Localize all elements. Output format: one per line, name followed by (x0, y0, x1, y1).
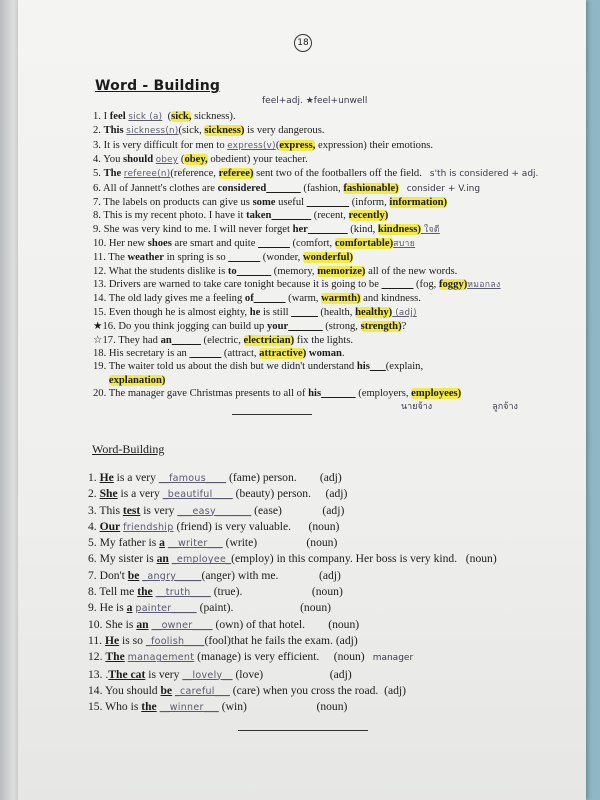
item-text: 6. All of Jannett's clothes are (93, 182, 218, 194)
item-text: (beauty) person. (adj) (232, 487, 348, 501)
underlined-word: He (99, 471, 114, 484)
bold-word: woman (306, 347, 342, 359)
exercise-item (93, 374, 538, 387)
item-text: 1. (88, 471, 100, 484)
highlighted-answer: sick, (171, 111, 192, 122)
highlighted-answer: explanation) (108, 374, 166, 386)
item-text: 1. I (93, 111, 110, 122)
bold-word: weather (127, 252, 164, 264)
item-text: 2. (93, 125, 104, 137)
item-text: 3. This (88, 503, 123, 517)
item-text: (write) (noun) (222, 536, 338, 550)
item-text: (manage) is very efficient. (noun) (194, 650, 365, 664)
bold-word: some (252, 197, 276, 209)
item-text: 11. The (93, 252, 128, 264)
handwritten-answer: _angry_____ (142, 570, 202, 582)
bold-word: This (103, 125, 127, 137)
exercise-item (88, 649, 497, 666)
item-text: is still (260, 306, 292, 318)
item-text: (explain, (385, 361, 424, 373)
item-text: 11. (88, 633, 105, 647)
item-text: 12. (88, 650, 106, 664)
answer-blank: ______ (288, 321, 323, 333)
highlighted-answer: employees) (411, 387, 462, 399)
handwritten-answer: sick (a) (128, 112, 163, 122)
exercise-item (93, 124, 538, 138)
handwritten-answer: __lovely__ (182, 669, 233, 681)
answer-blank: _______ (307, 223, 348, 235)
highlighted-answer: attractive) (259, 347, 307, 359)
handwritten-answer: referee(n) (123, 169, 171, 180)
handwritten-note: feel+adj. ★feel+unwell (262, 96, 368, 106)
answer-blank: ______ (236, 265, 272, 277)
highlighted-answer: fashionable) (343, 182, 399, 194)
exercise-item (88, 519, 497, 535)
highlighted-answer: electrician) (243, 334, 295, 346)
handwritten-answer: obey (155, 155, 179, 166)
item-text: (fog, (413, 279, 439, 291)
item-text: fix the lights. (294, 334, 353, 346)
item-text: (reference, (170, 168, 219, 180)
item-text: and kindness. (360, 293, 421, 305)
handwritten-answer: ___easy_______ (177, 505, 252, 517)
exercise-item (88, 584, 497, 600)
item-text: in spring is so (163, 252, 229, 264)
item-text: (wonder, (260, 252, 303, 264)
underlined-word: The (105, 650, 125, 664)
item-text: (inform, (349, 197, 390, 209)
answer-blank: ______ (228, 252, 261, 264)
highlighted-answer: express, (279, 139, 316, 151)
handwritten-note: ลูกจ้าง (492, 402, 518, 413)
handwritten-answer: _employee_ (171, 554, 232, 566)
exercise-item (93, 153, 538, 167)
exercise-item (88, 470, 497, 486)
highlighted-answer: wonderful) (302, 252, 354, 264)
underlined-word: the (141, 700, 157, 714)
item-text: 20. The manager gave Christmas presents to all of (93, 387, 309, 399)
bold-word: of (244, 293, 254, 305)
highlighted-answer: sickness) (204, 125, 245, 137)
bold-word: he (249, 306, 261, 318)
item-text: 2. (88, 487, 100, 501)
underlined-word: a (126, 601, 133, 615)
exercise-item (93, 320, 538, 333)
handwritten-answer: หมอกลง (467, 280, 501, 291)
answer-blank: ________ (306, 197, 350, 209)
item-text: 10. Her new (93, 238, 148, 250)
item-text: sickness). (191, 111, 236, 122)
item-text: (employers, (355, 387, 412, 399)
answer-blank: _____ (291, 306, 318, 318)
handwritten-answer: painter_____ (135, 603, 197, 615)
answer-blank: _______ (271, 210, 312, 222)
item-text: expression) their emotions. (315, 139, 434, 151)
exercise-item (88, 503, 497, 519)
section2-title: Word-Building (92, 442, 165, 456)
item-text: 5. (93, 168, 104, 180)
exercise-item (93, 167, 538, 181)
item-text: (care) when you cross the road. (adj) (229, 683, 406, 697)
highlighted-answer: healthy) (355, 306, 393, 318)
handwritten-note: s'th is considered + adj. (429, 169, 539, 180)
item-text: (attract, (221, 347, 260, 359)
exercise-item (93, 306, 538, 320)
item-text: (memory, (271, 265, 318, 277)
item-text (93, 375, 109, 386)
handwritten-note: นายจ้าง (401, 402, 433, 413)
item-text: ( (162, 111, 172, 122)
handwritten-answer: _foolish____ (145, 635, 205, 647)
item-text: (electric, (200, 334, 244, 346)
bold-word: feel (109, 111, 129, 122)
item-text: (true). (noun) (210, 585, 343, 599)
bold-word: taken (246, 210, 272, 222)
handwritten-answer: express(v) (227, 140, 276, 151)
bold-word: his (356, 361, 370, 373)
highlighted-answer: memorize) (317, 265, 366, 277)
item-text: ☆17. They had (93, 334, 161, 346)
handwritten-notes-line (93, 400, 538, 414)
highlighted-answer: information) (389, 197, 448, 209)
exercise-item (93, 278, 538, 292)
item-text: 14. You should (88, 683, 161, 697)
handwritten-note: manager (372, 653, 414, 664)
answer-blank: ______ (189, 347, 222, 359)
exercise-item (93, 360, 538, 373)
item-text: obedient) your teacher. (207, 154, 308, 166)
exercise-item (93, 292, 538, 305)
item-text: (employ) in this company. Her boss is very kind. (noun) (231, 552, 497, 566)
item-text: 8. This is my recent photo. I have it (93, 210, 247, 222)
item-text: (kind, (347, 223, 378, 235)
item-text: (strong, (322, 321, 361, 333)
item-text: 15. Who is (88, 700, 142, 714)
underlined-word: an (156, 552, 169, 566)
exercise-item (93, 209, 538, 222)
item-text: (own) of that hotel. (noun) (212, 617, 360, 631)
item-text: is very dangerous. (244, 125, 325, 137)
item-text: is a very (113, 471, 159, 484)
item-text: ★16. Do you think jogging can build up (93, 321, 267, 333)
item-text: 6. My sister is (88, 552, 157, 566)
answer-blank: ___ (369, 361, 386, 373)
item-text: 18. His secretary is an (93, 347, 190, 359)
exercise-item (88, 535, 497, 551)
item-text: useful (275, 197, 307, 209)
exercise-item (93, 182, 538, 196)
underlined-word: The cat (108, 667, 146, 681)
underlined-word: Our (99, 519, 121, 533)
underlined-word: test (122, 503, 141, 517)
highlighted-answer: comfortable) (334, 238, 394, 250)
item-text: (comfort, (289, 238, 335, 250)
handwritten-answer: _beautiful____ (162, 489, 233, 501)
bold-word: his (308, 387, 322, 399)
handwritten-answer: _careful___ (174, 685, 230, 697)
item-text: is very (140, 503, 178, 517)
item-text: 7. Don't (88, 568, 128, 582)
item-text: (warm, (285, 293, 322, 305)
handwritten-answer: __famous____ (158, 473, 227, 484)
bold-word: an (160, 334, 172, 346)
item-text: 7. The labels on products can give us (93, 197, 253, 209)
bold-word: shoes (147, 238, 172, 250)
handwritten-note: consider + V.ing (406, 183, 481, 194)
item-text: ( (178, 154, 185, 166)
exercise-item (93, 265, 538, 278)
page-number: 18 (294, 34, 312, 52)
exercise-item (93, 251, 538, 264)
item-text: 10. She is (88, 617, 137, 631)
exercise-item (93, 223, 538, 237)
item-text: (health, (317, 306, 356, 318)
handwritten-answer: (adj) (392, 307, 417, 318)
item-text: (fame) person. (adj) (226, 471, 342, 484)
item-text: (friend) is very valuable. (noun) (173, 519, 340, 533)
section1-exercise-list (93, 110, 538, 415)
exercise-item (93, 110, 538, 124)
highlighted-answer: referee) (218, 168, 254, 180)
item-text: (sick, (178, 125, 205, 137)
handwritten-answer: __writer___ (167, 538, 223, 550)
bold-word: her (292, 223, 308, 235)
item-text: 4. You (93, 154, 124, 166)
exercise-item (93, 196, 538, 209)
exercise-item (88, 699, 497, 715)
handwritten-answer: สบาย (393, 239, 416, 250)
item-text: 13. . (88, 667, 109, 681)
highlighted-answer: warmth) (321, 293, 361, 305)
item-text: 12. What the students dislike is (93, 265, 228, 277)
underlined-word: an (136, 617, 149, 631)
bold-word: considered (217, 182, 267, 194)
item-text: 19. The waiter told us about the dish but we didn't understand (93, 361, 357, 373)
item-text: (ease) (adj) (251, 503, 345, 517)
item-text: (fashion, (300, 182, 344, 194)
handwritten-answer: sickness(n) (126, 126, 179, 137)
highlighted-answer: strength) (360, 321, 402, 333)
handwritten-answer: management (127, 652, 195, 664)
item-text: (paint). (noun) (196, 601, 331, 615)
item-text: (love) (adj) (232, 667, 352, 681)
item-text: is very (145, 667, 183, 681)
item-text: are smart and quite (171, 238, 259, 250)
exercise-item (93, 237, 538, 251)
handwritten-answer: friendship (123, 521, 174, 533)
bold-word: should (123, 154, 156, 166)
divider-line (232, 414, 312, 415)
highlighted-answer: foggy) (438, 279, 468, 291)
exercise-item (88, 683, 497, 699)
answer-blank: ______ (266, 182, 301, 194)
exercise-item (93, 334, 538, 347)
item-text: all of the new words. (365, 265, 458, 277)
item-text: 9. She was very kind to me. I will never forget (93, 223, 293, 235)
highlighted-answer: obey, (184, 154, 208, 166)
exercise-item (88, 617, 497, 633)
item-text: 15. Even though he is almost eighty, (93, 306, 250, 318)
exercise-item (88, 568, 497, 584)
answer-blank: _____ (171, 334, 201, 346)
exercise-item (88, 600, 497, 616)
underlined-word: the (137, 585, 153, 599)
highlighted-answer: kindness) (377, 223, 421, 235)
item-text: 3. It is very difficult for men to (93, 139, 228, 151)
item-text: is so (119, 633, 146, 647)
section1-title: Word - Building (95, 78, 221, 94)
underlined-word: be (160, 683, 173, 697)
answer-blank: ______ (258, 238, 290, 250)
item-text: sent two of the footballers off the field. (253, 168, 422, 180)
exercise-item (93, 139, 538, 153)
item-text: (anger) with me. (adj) (201, 568, 341, 582)
exercise-item (93, 387, 538, 400)
answer-blank: ______ (321, 387, 356, 399)
item-text: 14. The old lady gives me a feeling (93, 293, 245, 305)
answer-blank: ______ (381, 279, 414, 291)
bold-word: The (103, 168, 124, 180)
item-text: 8. Tell me (88, 585, 138, 599)
bold-word: your (267, 321, 289, 333)
answer-blank: ______ (253, 293, 286, 305)
item-text: (fool)that he fails the exam. (adj) (204, 633, 358, 647)
handwritten-answer: __truth____ (155, 587, 211, 599)
exercise-item (88, 633, 497, 649)
item-text: is a very (117, 487, 163, 501)
highlighted-answer: recently) (348, 210, 389, 222)
handwritten-answer: __owner____ (151, 619, 213, 631)
section2-exercise-list (88, 470, 497, 715)
divider-line (238, 730, 368, 731)
item-text: ? (401, 321, 407, 333)
item-text: (win) (noun) (218, 700, 348, 714)
item-text: 13. Drivers are warned to take care tonight because it is going to be (93, 279, 382, 291)
item-text: (recent, (311, 210, 349, 222)
item-text: . (341, 347, 345, 359)
item-text: 5. My father is (88, 536, 160, 550)
bold-word: to (227, 265, 237, 277)
item-text: ( (275, 139, 280, 151)
underlined-word: be (127, 568, 140, 582)
item-text: 4. (88, 519, 100, 533)
exercise-item (88, 667, 497, 683)
exercise-item (88, 486, 497, 502)
underlined-word: He (104, 633, 120, 647)
underlined-word: She (99, 487, 118, 501)
exercise-item (88, 551, 497, 567)
exercise-item (93, 347, 538, 360)
item-text: 9. He is (88, 601, 127, 615)
handwritten-answer: ใจดี (420, 224, 440, 235)
underlined-word: a (159, 536, 165, 550)
handwritten-answer: __winner___ (159, 702, 219, 714)
